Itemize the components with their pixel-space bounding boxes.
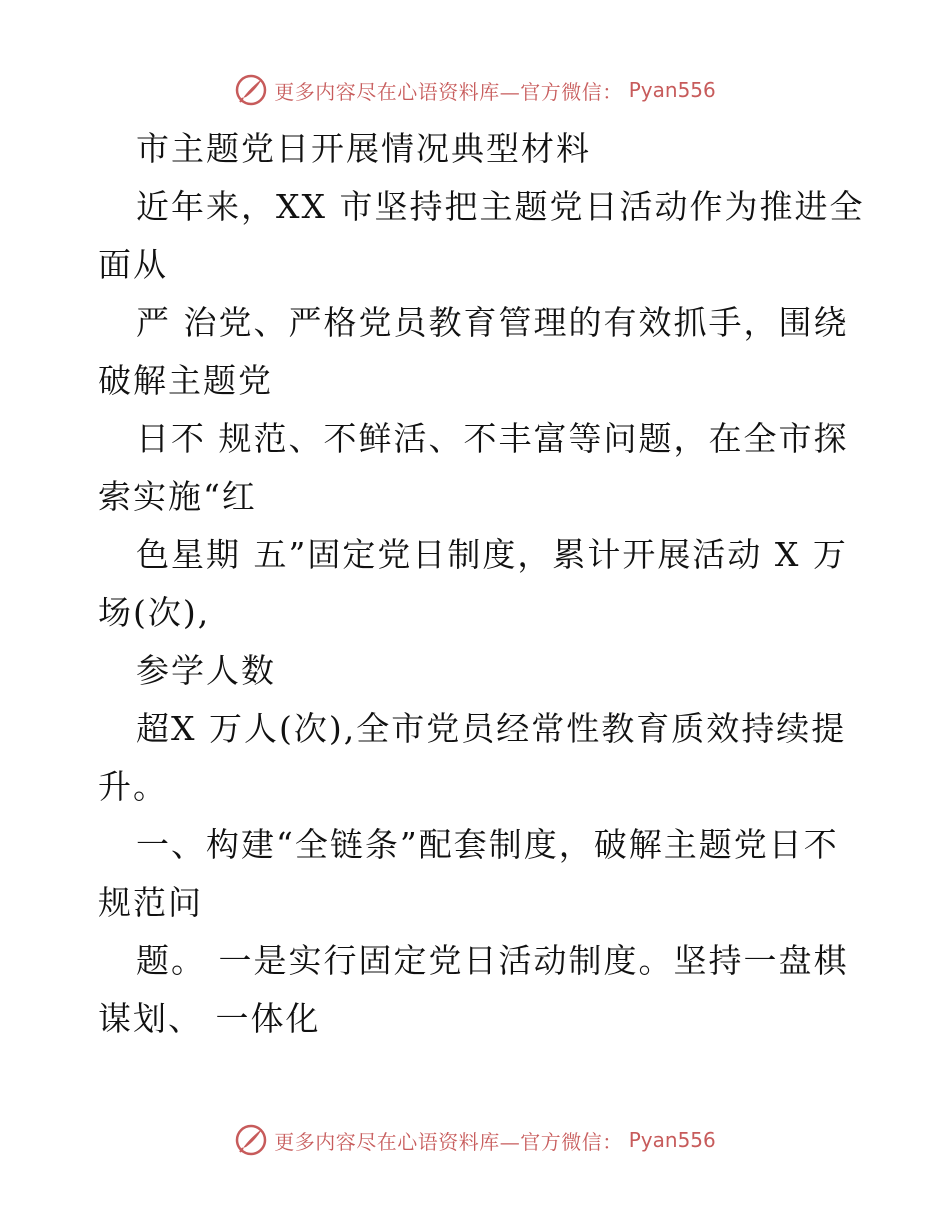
paragraph-line: 规范问 [98, 883, 203, 922]
paragraph-line: 色星期 五”固定党日制度，累计开展活动 X 万 [136, 535, 848, 574]
footer-watermark [0, 1120, 950, 1160]
header-watermark [0, 70, 950, 110]
paragraph-line: 索实施“红 [98, 477, 257, 516]
paragraph-line: 场(次), [98, 593, 211, 632]
document-body [98, 120, 865, 1048]
paragraph-line: 参学人数 [136, 651, 276, 690]
paragraph-line: 面从 [98, 245, 168, 284]
document-title: 市主题党日开展情况典型材料 [136, 129, 591, 168]
paragraph-line: 超X 万人(次),全市党员经常性教育质效持续提 [136, 709, 847, 748]
paragraph-line: 谋划、 一体化 [98, 999, 321, 1038]
feather-circle-logo-icon [234, 1123, 268, 1157]
watermark-text: 更多内容尽在心语资料库—官方微信： [274, 1129, 623, 1154]
watermark-wechat-id: Pyan556 [628, 1128, 716, 1152]
feather-circle-logo-icon [234, 73, 268, 107]
section-heading-line: 一、构建“全链条”配套制度，破解主题党日不 [136, 825, 839, 864]
paragraph-line: 近年来，XX 市坚持把主题党日活动作为推进全 [136, 187, 865, 226]
paragraph-line: 日不 规范、不鲜活、不丰富等问题，在全市探 [136, 419, 849, 458]
paragraph-line: 题。 一是实行固定党日活动制度。坚持一盘棋 [136, 941, 849, 980]
paragraph-line: 严 治党、严格党员教育管理的有效抓手，围绕 [136, 303, 849, 342]
watermark-text: 更多内容尽在心语资料库—官方微信： [274, 79, 623, 104]
watermark-wechat-id: Pyan556 [628, 78, 716, 102]
paragraph-line: 破解主题党 [98, 361, 273, 400]
paragraph-line: 升。 [98, 767, 168, 806]
